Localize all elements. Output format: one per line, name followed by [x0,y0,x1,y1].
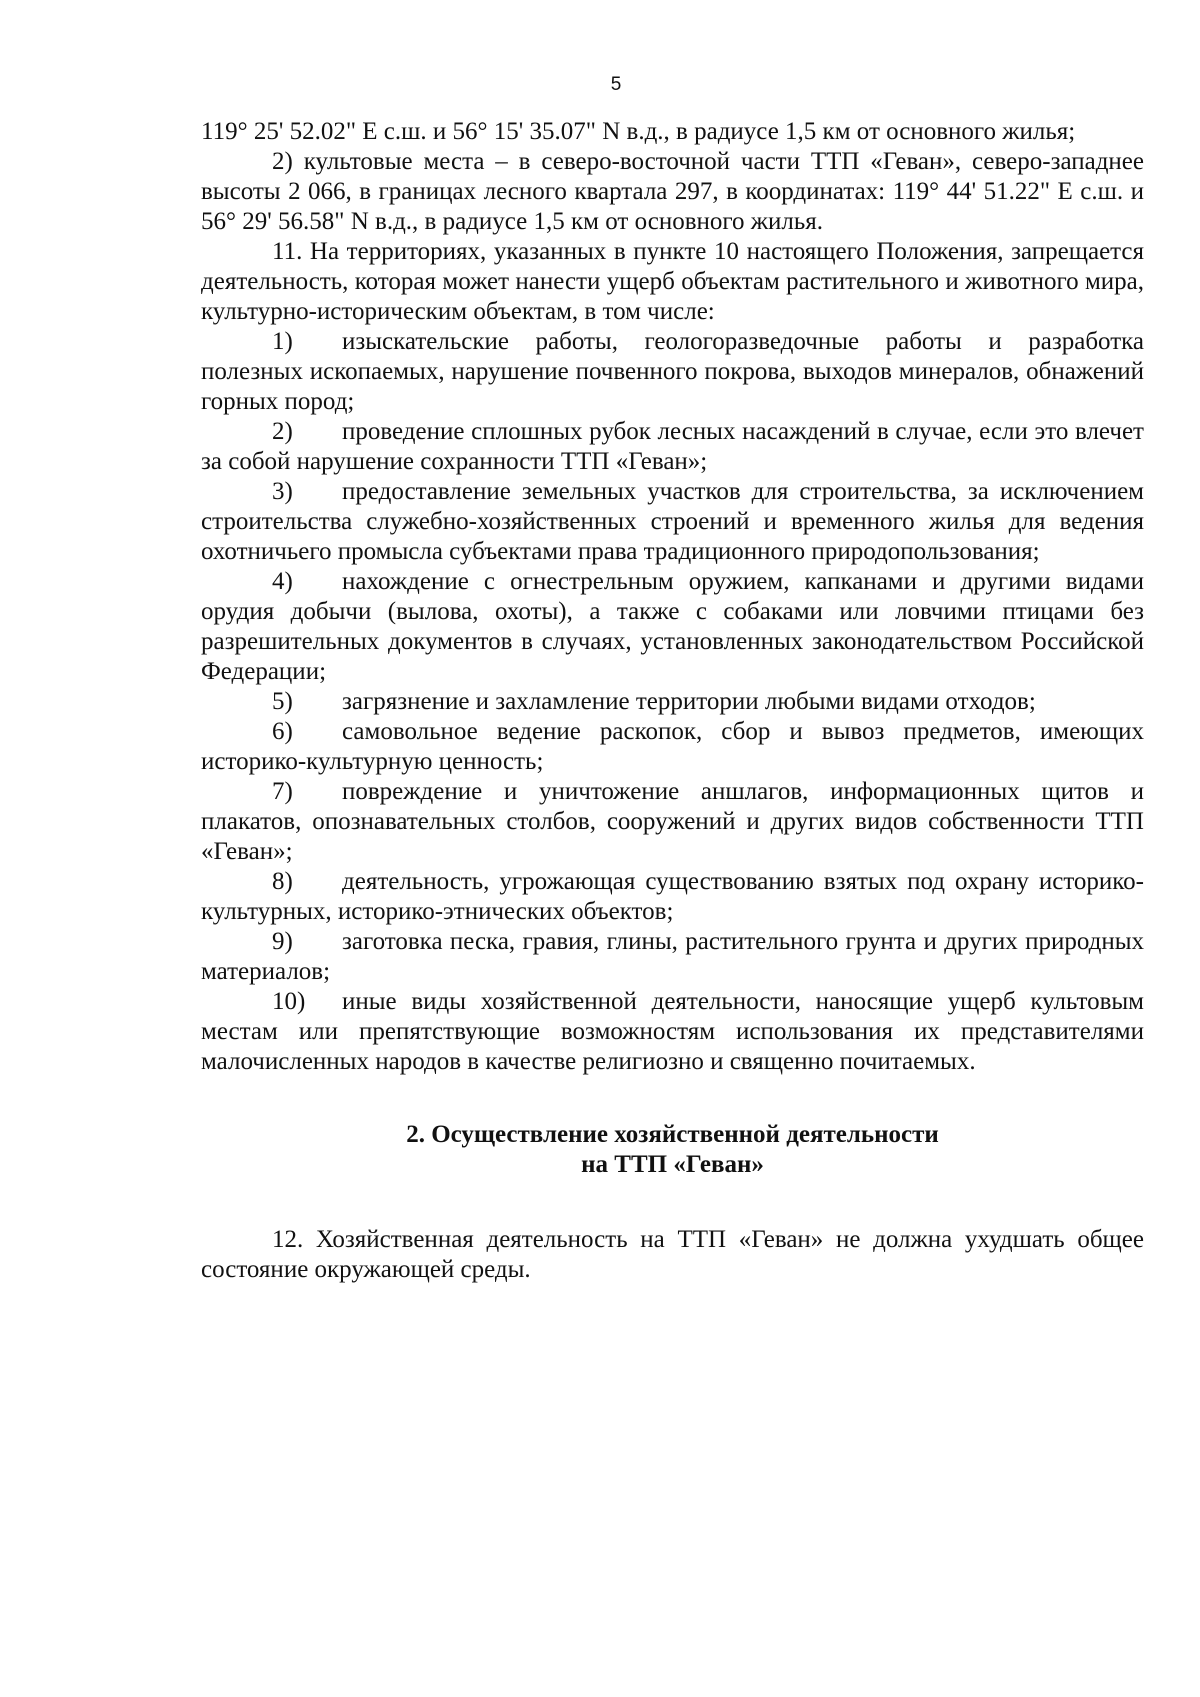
list-item-number: 2) [272,418,293,445]
list-item [201,327,1144,417]
list-item-text: заготовка песка, гравия, глины, растительного грунта и других природных материалов; [201,928,1144,985]
list-item-text: самовольное ведение раскопок, сбор и вывоз предметов, имеющих историко-культурную ценность; [201,718,1144,775]
list-item [201,417,1144,477]
list-item-number: 1) [272,328,293,355]
prohibited-activities-list [201,327,1144,1077]
list-item-number: 3) [272,478,293,505]
list-item-number: 9) [272,928,293,955]
list-item-number: 4) [272,568,293,595]
list-item-text: деятельность, угрожающая существованию взятых под охрану историко-культурных, историко-этнических объектов; [201,868,1144,925]
list-item-text: проведение сплошных рубок лесных насаждений в случае, если это влечет за собой нарушение сохранности ТТП «Геван»; [201,418,1144,475]
list-item-text: изыскательские работы, геологоразведочные работы и разработка полезных ископаемых, нарушение почвенного покрова, выходов минералов, обнажений горных пород; [201,328,1144,415]
paragraph-cult-places: 2) культовые места – в северо-восточной части ТТП «Геван», северо-западнее высоты 2 066, в границах лесного квартала 297, в координатах: 119° 44' 51.22" E с.ш. и 56° 29' 56.58" N в.д., в радиусе 1,5 км от основного жилья. [201,148,1144,235]
paragraph-item-12: 12. Хозяйственная деятельность на ТТП «Геван» не должна ухудшать общее состояние окружающей среды. [201,1226,1144,1283]
list-item [201,987,1144,1077]
list-item [201,867,1144,927]
list-item [201,567,1144,687]
list-item-text: иные виды хозяйственной деятельности, наносящие ущерб культовым местам или препятствующие возможностям использования их представителями малочисленных народов в качестве религиозно и священно почитаемых. [201,988,1144,1075]
section-heading-line-1: 2. Осуществление хозяйственной деятельности [406,1121,939,1148]
list-item-number: 7) [272,778,293,805]
list-item-number: 6) [272,718,293,745]
list-item-text: предоставление земельных участков для строительства, за исключением строительства служебно-хозяйственных строений и временного жилья для ведения охотничьего промысла субъектами права традиционного природопользования; [201,478,1144,565]
page-number: 5 [610,74,622,95]
document-body [201,117,1144,1285]
list-item-text: повреждение и уничтожение аншлагов, информационных щитов и плакатов, опознавательных столбов, сооружений и других видов собственности ТТП «Геван»; [201,778,1144,865]
section-heading-line-2: на ТТП «Геван» [581,1151,764,1178]
paragraph-coordinates-continued: 119° 25' 52.02" E с.ш. и 56° 15' 35.07" N в.д., в радиусе 1,5 км от основного жилья; [201,118,1076,145]
paragraph-item-11: 11. На территориях, указанных в пункте 10 настоящего Положения, запрещается деятельность, которая может нанести ущерб объектам растительного и животного мира, культурно-историческим объектам, в том числе: [201,238,1144,325]
list-item [201,927,1144,987]
list-item-text: нахождение с огнестрельным оружием, капканами и другими видами орудия добычи (вылова, охоты), а также с собаками или ловчими птицами без разрешительных документов в случаях, установленных законодательством Российской Федерации; [201,568,1144,685]
list-item-number: 8) [272,868,293,895]
list-item [201,477,1144,567]
list-item [201,717,1144,777]
section-heading [201,1120,1144,1180]
list-item-text: загрязнение и захламление территории любыми видами отходов; [342,688,1036,715]
list-item-number: 5) [272,688,293,715]
list-item-number: 10) [272,988,306,1015]
list-item [201,687,1144,717]
list-item [201,777,1144,867]
